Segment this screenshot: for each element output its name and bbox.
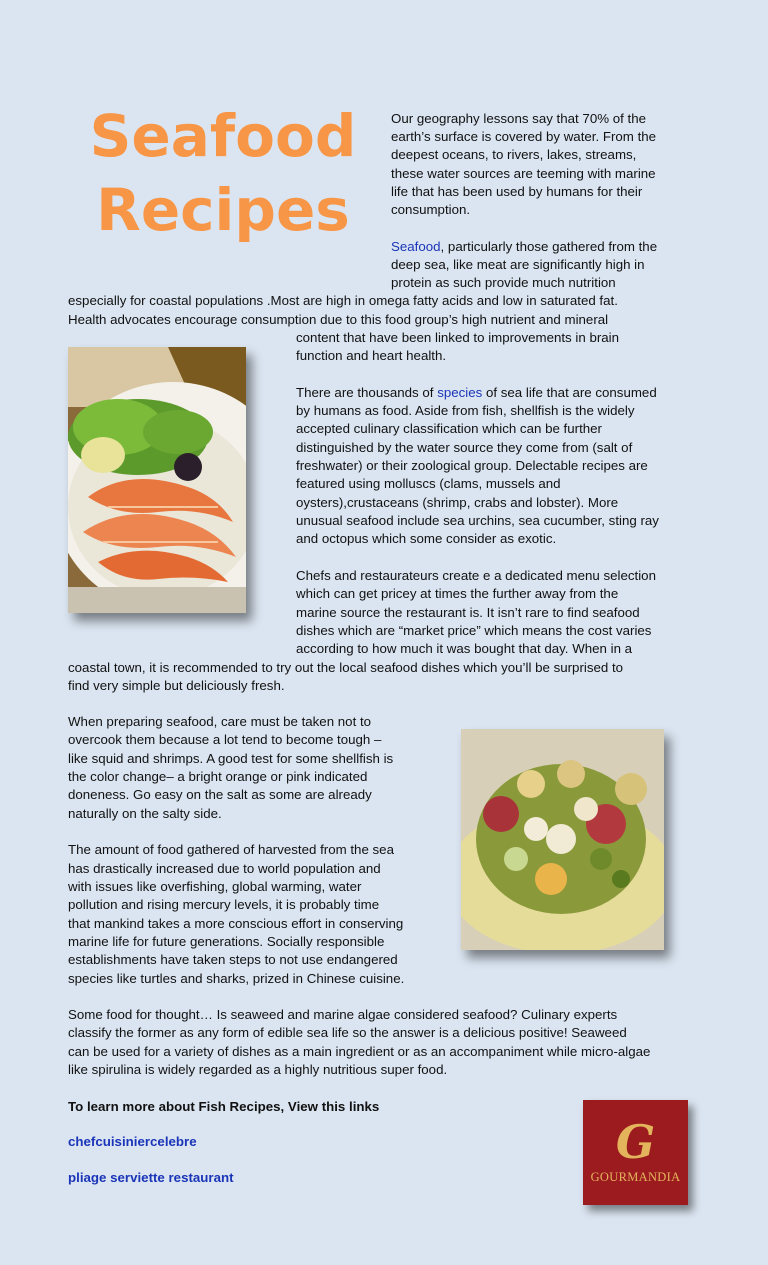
intro-line: these water sources are teeming with marine [391,166,656,181]
harvest-line: establishments have taken steps to not use endangered [68,952,398,967]
preparing-line: doneness. Go easy on the salt as some are already [68,787,372,802]
shrimp-dish-image [68,347,246,613]
species-line [296,384,657,402]
species-line: unusual seafood include sea urchins, sea cucumber, sting ray [296,513,659,528]
chefs-line: marine source the restaurant is. It isn’t rare to find seafood [296,605,640,620]
chefs-line: coastal town, it is recommended to try out the local seafood dishes which you’ll be surprised to [68,660,624,675]
intro-text: , particularly those gathered from the [440,239,658,254]
chefcuisiniercelebre-link[interactable]: chefcuisiniercelebre [68,1134,197,1149]
page-title [73,99,373,247]
harvest-line: species like turtles and sharks, prized in Chinese cuisine. [68,971,405,986]
preparing-line: the color change– a bright orange or pink indicated [68,769,368,784]
preparing-line: like squid and shrimps. A good test for some shellfish is [68,751,394,766]
species-line: oysters),crustaceans (shrimp, crabs and lobster). More [296,495,619,510]
harvest-line: The amount of food gathered of harvested from the sea [68,842,394,857]
species-text: of sea life that are consumed [482,385,657,400]
harvest-line: with issues like overfishing, global warming, water [68,879,362,894]
intro-line: protein as such provide much nutrition [391,275,616,290]
intro-line [391,238,657,256]
intro-line: consumption. [391,202,471,217]
chefs-line: dishes which are “market price” which means the cost varies [296,623,652,638]
intro-line: deep sea, like meat are significantly high in [391,257,645,272]
preparing-line: overcook them because a lot tend to become tough – [68,732,382,747]
scallop-dish-illustration [461,729,664,950]
chefs-line: according to how much it was bought that day. When in a [296,641,633,656]
species-line: by humans as food. Aside from fish, shellfish is the widely [296,403,635,418]
species-line: featured using molluscs (clams, mussels and [296,476,561,491]
intro-line: life that has been used by humans for their [391,184,643,199]
title-line-2: Recipes [96,176,350,244]
species-line: and octopus which some consider as exotic. [296,531,557,546]
chefs-line: Chefs and restaurateurs create e a dedicated menu selection [296,568,656,583]
intro-line: function and heart health. [296,348,447,363]
logo-letter: G [615,1115,656,1169]
intro-line: especially for coastal populations .Most are high in omega fatty acids and low in saturated fat. [68,293,618,308]
harvest-line: pollution and rising mercury levels, it is probably time [68,897,380,912]
seaweed-line: Some food for thought… Is seaweed and marine algae considered seafood? Culinary experts [68,1007,618,1022]
chefs-line: find very simple but deliciously fresh. [68,678,285,693]
preparing-line: naturally on the salty side. [68,806,222,821]
harvest-line: marine life for future generations. Socially responsible [68,934,385,949]
species-text: There are thousands of [296,385,438,400]
intro-line: deepest oceans, to rivers, lakes, streams, [391,147,637,162]
gourmandia-logo[interactable] [583,1100,688,1205]
harvest-line: that mankind takes a more conscious effort in conserving [68,916,404,931]
intro-line: Our geography lessons say that 70% of the [391,111,647,126]
intro-line: content that have been linked to improvements in brain [296,330,620,345]
logo-name: GOURMANDIA [590,1170,681,1184]
species-link[interactable]: species [437,385,483,400]
scallop-dish-image [461,729,664,950]
species-line: accepted culinary classification which can be further [296,421,602,436]
intro-line: Health advocates encourage consumption due to this food group’s high nutrient and mineral [68,312,609,327]
species-line: freshwater) or their zoological group. Delectable recipes are [296,458,648,473]
harvest-line: has drastically increased due to world population and [68,861,381,876]
seaweed-line: like spirulina is widely regarded as a highly nutritious super food. [68,1062,448,1077]
species-line: distinguished by the water source they come from (salt of [296,440,633,455]
seafood-link[interactable]: Seafood [391,239,441,254]
chefs-line: which can get pricey at times the further away from the [296,586,619,601]
shrimp-dish-illustration [68,347,246,613]
links-heading: To learn more about Fish Recipes, View this links [68,1099,380,1114]
preparing-line: When preparing seafood, care must be taken not to [68,714,372,729]
intro-line: earth’s surface is covered by water. From the [391,129,657,144]
pliage-serviette-link[interactable]: pliage serviette restaurant [68,1170,234,1185]
title-line-1: Seafood [89,102,357,170]
seaweed-line: classify the former as any form of edible sea life so the answer is a delicious positive! Seaweed [68,1025,627,1040]
seaweed-line: can be used for a variety of dishes as a main ingredient or as an accompaniment while micro-algae [68,1044,651,1059]
